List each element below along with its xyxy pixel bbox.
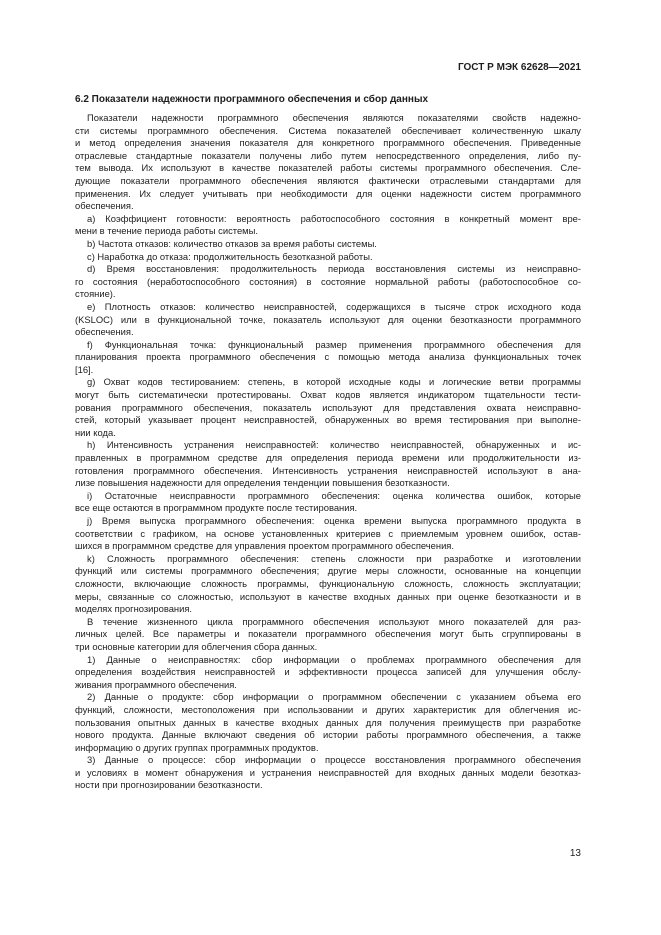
- paragraph-line: e) Плотность отказов: количество неисправностей, содержащихся в тысяче строк исходного кода: [87, 300, 581, 312]
- paragraph: [75, 754, 581, 792]
- paragraph-line: правленных в программном средстве для определения периода времени или продолжительности из-: [75, 452, 581, 464]
- paragraph-line: планирования проекта программного обеспечения с помощью метода анализа функциональных точек: [75, 351, 581, 363]
- paragraph: [75, 251, 581, 264]
- paragraph-line: стей, который указывает процент неисправностей, обнаруженных во время тестирования при выполне-: [75, 414, 581, 426]
- paragraph-line: информацию о других группах программных продуктов.: [75, 741, 319, 753]
- paragraph: [75, 213, 581, 238]
- paragraph-line: В течение жизненного цикла программного обеспечения используют много показателей для раз-: [87, 615, 581, 627]
- standard-designation: ГОСТ Р МЭК 62628—2021: [457, 62, 581, 73]
- paragraph: [75, 301, 581, 339]
- paragraph: [75, 339, 581, 377]
- paragraph: [75, 238, 581, 251]
- paragraph-line: пользования опытных данных в качестве входных данных для получения преимуществ при разработке: [75, 716, 581, 728]
- paragraph-line: лизе повышения надежности для определения тенденции повышения безотказности.: [75, 477, 450, 489]
- paragraph-line: c) Наработка до отказа: продолжительность безотказной работы.: [87, 250, 373, 262]
- paragraph-line: g) Охват кодов тестированием: степень, в которой исходные коды и логические ветви программы: [87, 376, 581, 388]
- paragraph-line: моделях прогнозирования.: [75, 603, 193, 615]
- paragraph-line: Показатели надежности программного обеспечения являются показателями свойств надежно-: [87, 112, 581, 123]
- paragraph: [75, 439, 581, 489]
- paragraph: [75, 691, 581, 754]
- paragraph-line: готовления программного обеспечения. Интенсивность устранения неисправностей используют в ана-: [75, 464, 581, 476]
- paragraph-line: и метод определения значения показателя для конкретного программного обеспечения. Приведенные: [75, 137, 581, 149]
- paragraph-line: соответствии с графиком, на основе установленных критериев с приемлемым уровнем ошибок, остав-: [75, 527, 581, 539]
- paragraph-line: 2) Данные о продукте: сбор информации о программном обеспечении с указанием объема его: [87, 691, 581, 703]
- paragraph-line: могут быть систематически протестированы. Охват кодов является индикатором тщательности тести-: [75, 389, 581, 401]
- document-body: [75, 112, 581, 792]
- paragraph: [75, 376, 581, 439]
- paragraph: [75, 490, 581, 515]
- paragraph-line: ности при прогнозировании безотказности.: [75, 779, 263, 791]
- paragraph-line: личных целей. Все параметры и показатели программного обеспечения могут быть сгруппированы в: [75, 628, 581, 640]
- paragraph: [75, 654, 581, 692]
- paragraph-line: b) Частота отказов: количество отказов за время работы системы.: [87, 237, 377, 249]
- paragraph-line: h) Интенсивность устранения неисправностей: количество неисправностей, обнаруженных и ис-: [87, 439, 581, 451]
- paragraph-line: k) Сложность программного обеспечения: степень сложности при разработке и изготовлении: [87, 552, 581, 564]
- paragraph-line: функций, сложности, местоположения при использовании и других характеристик для облегчения ис-: [75, 703, 581, 715]
- paragraph-line: функций или системы программного обеспечения; другие меры сложности, основанные на концепции: [75, 565, 581, 577]
- paragraph-line: 3) Данные о процессе: сбор информации о процессе восстановления программного обеспечения: [87, 754, 581, 766]
- paragraph-line: го состояния (неработоспособного состояния) в состояние нормальной работы (работоспособное со-: [75, 275, 581, 287]
- paragraph-line: a) Коэффициент готовности: вероятность работоспособного состояния в конкретный момент вре-: [87, 212, 581, 224]
- paragraph: [75, 263, 581, 301]
- paragraph-line: стояние).: [75, 288, 116, 300]
- paragraph-line: меры, связанные со сложностью, используют в качестве входных данных при оценке безотказности и в: [75, 590, 581, 602]
- paragraph-line: d) Время восстановления: продолжительность периода восстановления системы из неисправно-: [87, 263, 581, 275]
- paragraph-line: определения воздействия неисправностей и эффективности процесса записей для улучшения обслу-: [75, 666, 581, 678]
- paragraph: [75, 553, 581, 616]
- paragraph-line: нии кода.: [75, 426, 116, 438]
- paragraph-line: тем вывода. Их используют в качестве показателей работы системы программного обеспечения. Сле-: [75, 162, 581, 174]
- paragraph-line: обеспечения.: [75, 200, 134, 212]
- paragraph-line: три основные категории для облегчения сбора данных.: [75, 640, 318, 652]
- paragraph-line: все еще остаются в программном продукте после тестирования.: [75, 502, 358, 514]
- paragraph-line: сложности, включающие сложность программы, функциональную сложность, сложность эксплуатации;: [75, 577, 581, 589]
- paragraph-line: шихся в программном средстве для управления проектом программного обеспечения.: [75, 540, 454, 552]
- paragraph-line: 1) Данные о неисправностях: сбор информации о проблемах программного обеспечения для: [87, 653, 581, 665]
- paragraph-line: дующие показатели программного обеспечения являются фактически отраслевыми стандартами для: [75, 174, 581, 186]
- paragraph-line: [16].: [75, 363, 94, 375]
- paragraph: [75, 616, 581, 654]
- paragraph-line: нового продукта. Данные включают сведения об истории работы программного обеспечения, а также: [75, 729, 581, 741]
- paragraph-line: применения. Их следует учитывать при необходимости для оценки надежности систем программного: [75, 187, 581, 199]
- page-number: 13: [569, 848, 581, 859]
- paragraph-line: живания программного обеспечения.: [75, 678, 237, 690]
- paragraph-line: обеспечения.: [75, 326, 134, 338]
- paragraph-line: i) Остаточные неисправности программного обеспечения: оценка количества ошибок, которые: [87, 489, 581, 501]
- paragraph: [75, 112, 581, 213]
- paragraph-line: мени в течение периода работы системы.: [75, 225, 258, 237]
- paragraph-line: сти системы программного обеспечения. Система показателей обеспечивает количественную шкалу: [75, 124, 581, 136]
- paragraph-line: f) Функциональная точка: функциональный размер применения программного обеспечения для: [87, 338, 581, 350]
- paragraph-line: и условиях в момент обнаружения и устранения неисправностей для входных данных модели безотказ-: [75, 766, 581, 778]
- paragraph-line: j) Время выпуска программного обеспечения: оценка времени выпуска программного продукта в: [87, 515, 581, 526]
- paragraph-line: рования программного обеспечения, показатель используют для представления охвата неисправно-: [75, 401, 581, 413]
- paragraph-line: (KSLOC) или в функциональной точке, показатель используют для оценки безотказности программного: [75, 313, 581, 325]
- paragraph: [75, 515, 581, 553]
- section-title: 6.2 Показатели надежности программного обеспечения и сбор данных: [75, 94, 429, 105]
- paragraph-line: отраслевые стандартные показатели получены либо путем непосредственного определения, либо пу-: [75, 149, 581, 161]
